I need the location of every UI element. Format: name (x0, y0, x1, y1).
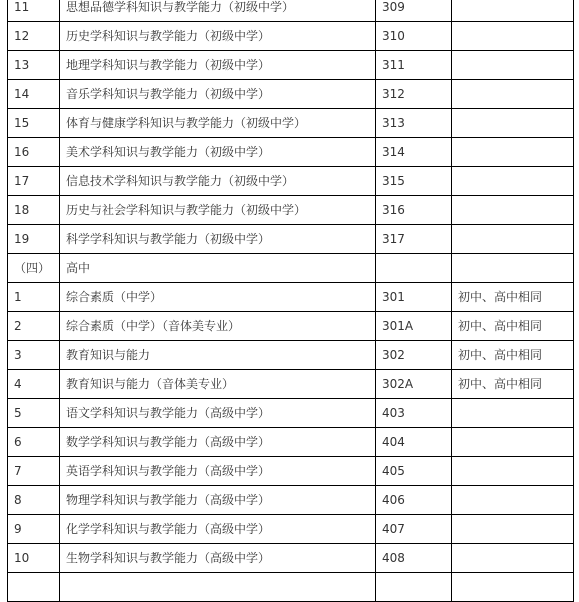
subject-code-cell: 405 (376, 457, 452, 486)
note-cell (452, 225, 574, 254)
note-cell (452, 0, 574, 22)
note-cell (452, 573, 574, 602)
subject-name-cell: 历史与社会学科知识与教学能力（初级中学） (60, 196, 376, 225)
row-number-cell: 15 (8, 109, 60, 138)
table-body (8, 0, 574, 602)
subject-name-cell (60, 573, 376, 602)
subject-name-cell: 历史学科知识与教学能力（初级中学） (60, 22, 376, 51)
note-cell (452, 138, 574, 167)
note-cell (452, 457, 574, 486)
subject-code-cell: 407 (376, 515, 452, 544)
subject-name-cell: 英语学科知识与教学能力（高级中学） (60, 457, 376, 486)
table-row (8, 167, 574, 196)
subject-code-cell: 404 (376, 428, 452, 457)
note-cell (452, 486, 574, 515)
subject-name-cell: 高中 (60, 254, 376, 283)
subject-code-cell: 302 (376, 341, 452, 370)
subject-code-cell: 311 (376, 51, 452, 80)
subject-code-cell: 408 (376, 544, 452, 573)
subject-code-cell: 301 (376, 283, 452, 312)
note-cell (452, 80, 574, 109)
row-number-cell: 8 (8, 486, 60, 515)
subject-code-cell: 315 (376, 167, 452, 196)
row-number-cell: 17 (8, 167, 60, 196)
row-number-cell: 4 (8, 370, 60, 399)
subject-name-cell: 数学学科知识与教学能力（高级中学） (60, 428, 376, 457)
subject-code-cell: 302A (376, 370, 452, 399)
table-row (8, 370, 574, 399)
table-row (8, 399, 574, 428)
note-cell: 初中、高中相同 (452, 283, 574, 312)
table-row (8, 312, 574, 341)
subject-name-cell: 地理学科知识与教学能力（初级中学） (60, 51, 376, 80)
row-number-cell: 12 (8, 22, 60, 51)
row-number-cell: 14 (8, 80, 60, 109)
subject-code-cell: 309 (376, 0, 452, 22)
subject-name-cell: 思想品德学科知识与教学能力（初级中学） (60, 0, 376, 22)
row-number-cell (8, 573, 60, 602)
table-row (8, 109, 574, 138)
table-row (8, 515, 574, 544)
note-cell: 初中、高中相同 (452, 312, 574, 341)
row-number-cell: 18 (8, 196, 60, 225)
table-row (8, 51, 574, 80)
row-number-cell: 2 (8, 312, 60, 341)
subject-code-cell: 313 (376, 109, 452, 138)
table-row (8, 80, 574, 109)
row-number-cell: 6 (8, 428, 60, 457)
row-number-cell: 11 (8, 0, 60, 22)
subject-code-cell (376, 573, 452, 602)
table-row (8, 22, 574, 51)
subject-name-cell: 语文学科知识与教学能力（高级中学） (60, 399, 376, 428)
note-cell (452, 51, 574, 80)
note-cell (452, 196, 574, 225)
note-cell (452, 254, 574, 283)
subject-name-cell: 美术学科知识与教学能力（初级中学） (60, 138, 376, 167)
subject-name-cell: 教育知识与能力 (60, 341, 376, 370)
table-row (8, 544, 574, 573)
row-number-cell: 1 (8, 283, 60, 312)
table-row (8, 341, 574, 370)
row-number-cell: 5 (8, 399, 60, 428)
table-row (8, 196, 574, 225)
row-number-cell: 9 (8, 515, 60, 544)
subject-name-cell: 综合素质（中学） (60, 283, 376, 312)
subject-name-cell: 教育知识与能力（音体美专业） (60, 370, 376, 399)
row-number-cell: 10 (8, 544, 60, 573)
note-cell (452, 109, 574, 138)
table-row (8, 428, 574, 457)
table-row (8, 0, 574, 22)
subject-name-cell: 化学学科知识与教学能力（高级中学） (60, 515, 376, 544)
note-cell: 初中、高中相同 (452, 370, 574, 399)
exam-subjects-table (7, 0, 574, 602)
row-number-cell: 16 (8, 138, 60, 167)
table-row (8, 225, 574, 254)
subject-code-cell: 317 (376, 225, 452, 254)
subject-code-cell: 403 (376, 399, 452, 428)
row-number-cell: 7 (8, 457, 60, 486)
table-row (8, 573, 574, 602)
subject-code-cell: 310 (376, 22, 452, 51)
note-cell (452, 167, 574, 196)
table-row (8, 283, 574, 312)
subject-code-cell (376, 254, 452, 283)
subject-name-cell: 综合素质（中学）（音体美专业） (60, 312, 376, 341)
subject-name-cell: 科学学科知识与教学能力（初级中学） (60, 225, 376, 254)
table-row (8, 486, 574, 515)
subject-code-cell: 312 (376, 80, 452, 109)
row-number-cell: 3 (8, 341, 60, 370)
subject-name-cell: 体育与健康学科知识与教学能力（初级中学） (60, 109, 376, 138)
subject-name-cell: 物理学科知识与教学能力（高级中学） (60, 486, 376, 515)
note-cell (452, 428, 574, 457)
subject-name-cell: 生物学科知识与教学能力（高级中学） (60, 544, 376, 573)
note-cell: 初中、高中相同 (452, 341, 574, 370)
table-row (8, 457, 574, 486)
note-cell (452, 544, 574, 573)
row-number-cell: 19 (8, 225, 60, 254)
subject-code-cell: 406 (376, 486, 452, 515)
row-number-cell: （四） (8, 254, 60, 283)
subject-name-cell: 信息技术学科知识与教学能力（初级中学） (60, 167, 376, 196)
note-cell (452, 22, 574, 51)
table-row (8, 138, 574, 167)
note-cell (452, 399, 574, 428)
note-cell (452, 515, 574, 544)
subject-code-cell: 314 (376, 138, 452, 167)
subject-code-cell: 316 (376, 196, 452, 225)
subject-code-cell: 301A (376, 312, 452, 341)
subject-name-cell: 音乐学科知识与教学能力（初级中学） (60, 80, 376, 109)
table-row (8, 254, 574, 283)
row-number-cell: 13 (8, 51, 60, 80)
